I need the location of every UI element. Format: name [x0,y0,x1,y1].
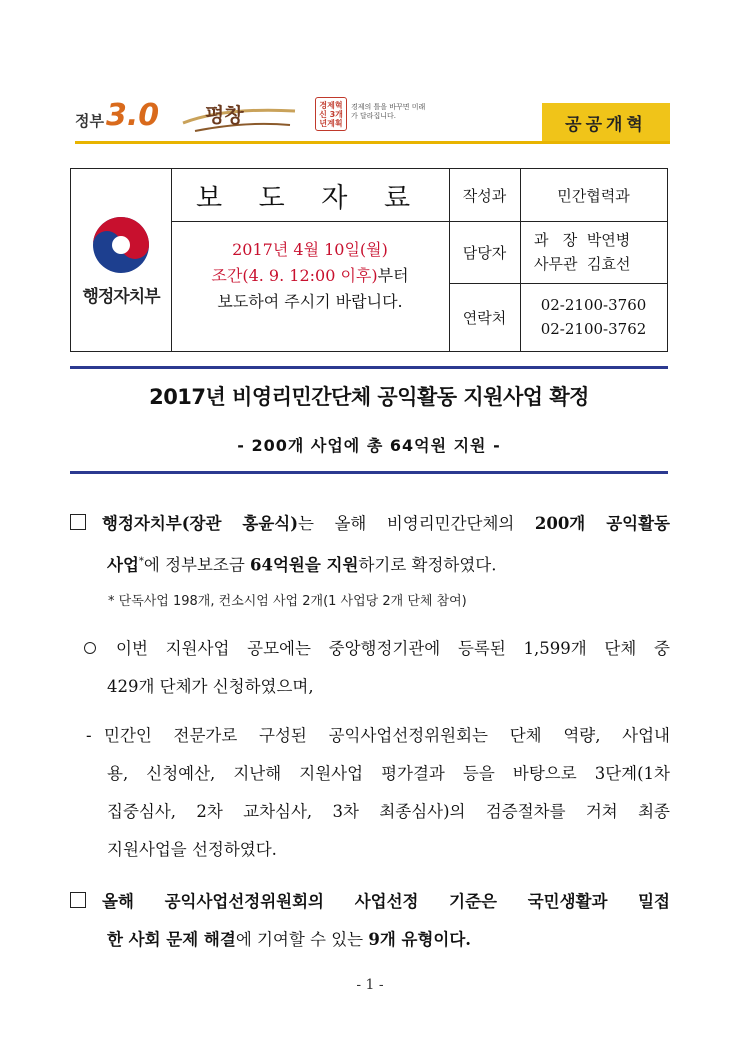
paragraph-3-line-1 [70,717,670,755]
p1-subject: 행정자치부(장관 홍윤식) [102,514,299,533]
economy-logo-badge: 경제혁신 3개년계획 [315,97,347,131]
contact-label: 담당자 [462,243,507,262]
p4-text-1: 올해 공익사업선정위원회의 사업선정 기준은 국민생활과 밀접 [102,892,670,911]
p1-asterisk: * [138,556,144,567]
p1-amount: 64억원 [250,555,305,575]
embargo-notice [171,221,449,351]
embargo-time-red: 조간(4. 9. 12:00 이후) [211,266,378,285]
paragraph-1-line-1 [70,505,670,543]
p3-text-1: 민간인 전문가로 구성된 공익사업선정위원회는 단체 역량, 사업내 [104,726,670,745]
page-subtitle: - 200개 사업에 총 64억원 지원 - [237,436,501,455]
paragraph-1 [70,505,670,585]
contact-names [520,221,667,283]
phone-number-2: 02-2100-3762 [540,320,647,338]
embargo-date: 2017년 4월 10일(월) [232,240,388,259]
title-rule-bottom [70,471,668,474]
footnote: * 단독사업 198개, 컨소시엄 사업 2개(1 사업당 2개 단체 참여) [108,594,467,609]
p4-types: 9개 유형이다. [368,930,472,949]
ministry-logo-cell [71,169,171,351]
header-banner [75,95,670,145]
paragraph-1-line-2 [70,543,670,585]
p1-text4: 하기로 확정하였다. [358,555,497,575]
p4-issue: 한 사회 문제 해결 [107,930,236,949]
embargo-time-tail: 부터 [377,266,409,285]
press-release-title: 보 도 자 료 [195,182,425,214]
p1-support: 지원 [326,555,359,575]
ministry-name: 행정자치부 [82,286,160,307]
paragraph-2-line-1 [70,630,670,668]
economy-logo [315,97,425,133]
pyeongchang-text: 평창 [205,103,244,127]
paragraph-4-line-2 [70,921,670,959]
p1-text3: 을 [304,555,327,575]
circle-bullet-icon [84,642,96,654]
dash-bullet: - [86,726,92,745]
p1-count: 200개 공익활동 [534,514,670,533]
section-tag: 공공개혁 [542,103,670,141]
gov30-logo [75,98,160,133]
banner-rule [75,141,670,144]
paragraph-3-line-4: 지원사업을 선정하였다. [107,840,277,859]
p1-text: 는 올해 비영리민간단체의 [298,514,535,533]
page-title: 2017년 비영리민간단체 공익활동 지원사업 확정 [149,385,589,409]
page-number: - 1 - [356,977,384,993]
contact-officer: 사무관 김효선 [534,255,631,273]
p1-project: 사업 [107,555,139,575]
square-bullet-icon [70,514,86,530]
gov30-prefix: 정부 [75,112,104,130]
paragraph-2-line-2: 429개 단체가 신청하였으며, [107,677,314,696]
economy-logo-slogan: 경제의 틀을 바꾸면 미래가 달라집니다. [351,103,426,120]
embargo-time [171,263,449,289]
dept-label: 작성과 [462,186,507,205]
paragraph-3-line-3: 집중심사, 2차 교차심사, 3차 최종심사)의 검증절차를 거쳐 최종 [107,802,670,821]
pyeongchang-logo [175,97,305,137]
gov30-number: 3.0 [105,98,160,133]
paragraph-3-line-2: 용, 신청예산, 지난해 지원사업 평가결과 등을 바탕으로 3단계(1차 [107,764,670,783]
p4-text-2: 에 기여할 수 있는 [235,930,369,949]
paragraph-3 [70,717,670,869]
phone-label: 연락처 [462,308,507,327]
phone-numbers [520,283,667,351]
paragraph-4-line-1 [70,883,670,921]
taegeuk-emblem-icon [90,214,152,276]
title-rule-top [70,366,668,369]
p2-text-1: 이번 지원사업 공모에는 중앙행정기관에 등록된 1,599개 단체 중 [116,639,670,658]
phone-number-1: 02-2100-3760 [540,296,647,314]
paragraph-2 [70,630,670,706]
embargo-request: 보도하여 주시기 바랍니다. [217,292,403,311]
dept-value: 민간협력과 [557,186,630,205]
square-bullet-icon [70,892,86,908]
p1-text2: 에 정부보조금 [143,555,251,575]
paragraph-4 [70,883,670,959]
press-info-table [70,168,668,352]
contact-director: 과 장 박연병 [534,231,631,249]
